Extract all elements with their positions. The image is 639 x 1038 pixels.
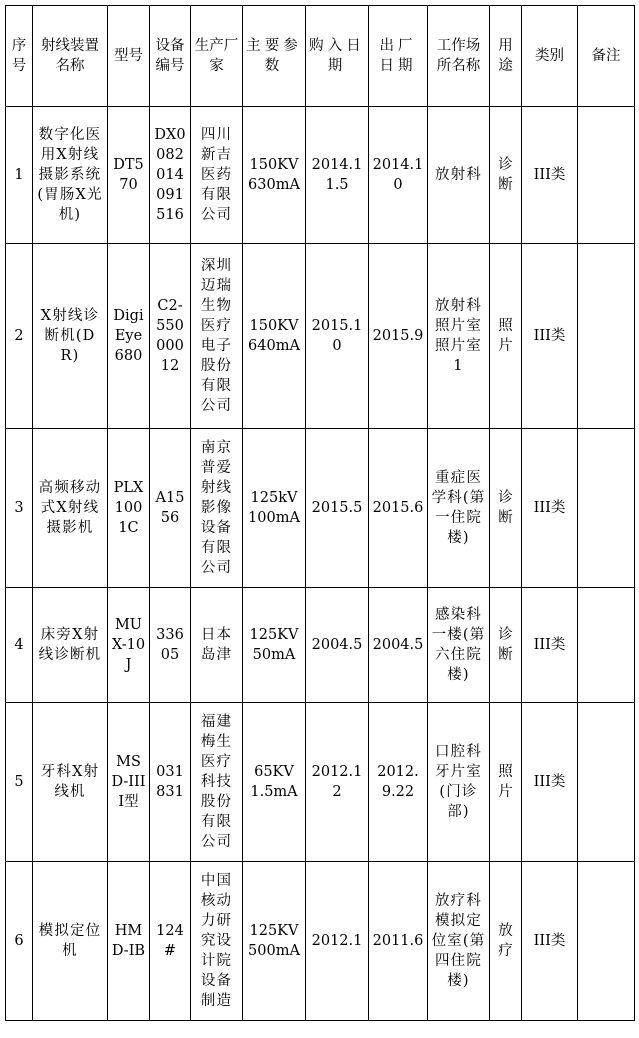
cell-location: 重症医学科(第一住院楼): [428, 429, 490, 588]
header-cell-serial: 设备编号: [150, 6, 191, 107]
cell-factory-date: 2014.10: [369, 107, 428, 244]
cell-location: 放射科照片室照片室1: [428, 244, 490, 429]
cell-name: 数字化医用X射线摄影系统(胃肠X光机): [33, 107, 108, 244]
cell-params: 125kV 100mA: [243, 429, 306, 588]
cell-manufacturer: 四川新吉医药有限公司: [191, 107, 243, 244]
cell-note: [578, 244, 635, 429]
cell-manufacturer: 日本岛津: [191, 588, 243, 703]
cell-serial: DX0082014091516: [150, 107, 191, 244]
cell-note: [578, 429, 635, 588]
cell-model: MSD-IIII型: [108, 703, 150, 862]
cell-use: 诊断: [490, 588, 522, 703]
cell-location: 放射科: [428, 107, 490, 244]
cell-use: 诊断: [490, 429, 522, 588]
table-row: [6, 244, 635, 429]
header-row: [6, 6, 635, 107]
cell-params: 150KV 630mA: [243, 107, 306, 244]
cell-no: 3: [6, 429, 33, 588]
cell-no: 4: [6, 588, 33, 703]
table-row: [6, 703, 635, 862]
table-row: [6, 107, 635, 244]
cell-name: 床旁X射线诊断机: [33, 588, 108, 703]
header-cell-manufacturer: 生产厂家: [191, 6, 243, 107]
cell-category: III类: [522, 703, 578, 862]
cell-purchase-date: 2004.5: [306, 588, 369, 703]
header-cell-note: 备注: [578, 6, 635, 107]
cell-no: 6: [6, 862, 33, 1021]
cell-model: HMD-IB: [108, 862, 150, 1021]
cell-category: III类: [522, 429, 578, 588]
cell-location: 口腔科牙片室(门诊部): [428, 703, 490, 862]
header-cell-use: 用途: [490, 6, 522, 107]
header-cell-category: 类别: [522, 6, 578, 107]
cell-use: 诊断: [490, 107, 522, 244]
header-cell-model: 型号: [108, 6, 150, 107]
cell-manufacturer: 福建梅生医疗科技股份有限公司: [191, 703, 243, 862]
cell-purchase-date: 2015.5: [306, 429, 369, 588]
cell-factory-date: 2012.9.22: [369, 703, 428, 862]
header-cell-location: 工作场所名称: [428, 6, 490, 107]
cell-params: 65KV 1.5mA: [243, 703, 306, 862]
cell-no: 2: [6, 244, 33, 429]
cell-category: III类: [522, 862, 578, 1021]
cell-serial: 124#: [150, 862, 191, 1021]
cell-note: [578, 862, 635, 1021]
cell-use: 照片: [490, 703, 522, 862]
cell-category: III类: [522, 107, 578, 244]
cell-location: 感染科一楼(第六住院楼): [428, 588, 490, 703]
table-row: [6, 588, 635, 703]
cell-purchase-date: 2012.12: [306, 703, 369, 862]
cell-serial: 33605: [150, 588, 191, 703]
cell-model: PLX1001C: [108, 429, 150, 588]
cell-category: III类: [522, 588, 578, 703]
cell-note: [578, 703, 635, 862]
header-cell-params: 主要参数: [243, 6, 306, 107]
cell-manufacturer: 中国核动力研究设计院设备制造: [191, 862, 243, 1021]
cell-category: III类: [522, 244, 578, 429]
cell-name: 模拟定位机: [33, 862, 108, 1021]
equipment-table: [5, 5, 635, 1021]
cell-serial: A1556: [150, 429, 191, 588]
cell-manufacturer: 深圳迈瑞生物医疗电子股份有限公司: [191, 244, 243, 429]
cell-factory-date: 2015.9: [369, 244, 428, 429]
cell-name: 高频移动式X射线摄影机: [33, 429, 108, 588]
cell-manufacturer: 南京普爱射线影像设备有限公司: [191, 429, 243, 588]
header-cell-purchase-date: 购入日期: [306, 6, 369, 107]
header-cell-name: 射线装置名称: [33, 6, 108, 107]
cell-no: 5: [6, 703, 33, 862]
cell-model: DigiEye680: [108, 244, 150, 429]
cell-serial: C2-55000012: [150, 244, 191, 429]
cell-name: 牙科X射线机: [33, 703, 108, 862]
cell-location: 放疗科模拟定位室(第四住院楼): [428, 862, 490, 1021]
cell-factory-date: 2004.5: [369, 588, 428, 703]
cell-purchase-date: 2012.1: [306, 862, 369, 1021]
cell-model: DT570: [108, 107, 150, 244]
cell-name: X射线诊断机(DR): [33, 244, 108, 429]
cell-purchase-date: 2014.11.5: [306, 107, 369, 244]
cell-params: 150KV 640mA: [243, 244, 306, 429]
cell-use: 照片: [490, 244, 522, 429]
cell-no: 1: [6, 107, 33, 244]
cell-note: [578, 107, 635, 244]
cell-model: MUX-10J: [108, 588, 150, 703]
cell-serial: 031831: [150, 703, 191, 862]
cell-factory-date: 2011.6: [369, 862, 428, 1021]
table-row: [6, 862, 635, 1021]
cell-params: 125KV 50mA: [243, 588, 306, 703]
cell-params: 125KV 500mA: [243, 862, 306, 1021]
table-row: [6, 429, 635, 588]
header-cell-no: 序号: [6, 6, 33, 107]
cell-factory-date: 2015.6: [369, 429, 428, 588]
cell-purchase-date: 2015.10: [306, 244, 369, 429]
cell-use: 放疗: [490, 862, 522, 1021]
cell-note: [578, 588, 635, 703]
header-cell-factory-date: 出厂日期: [369, 6, 428, 107]
